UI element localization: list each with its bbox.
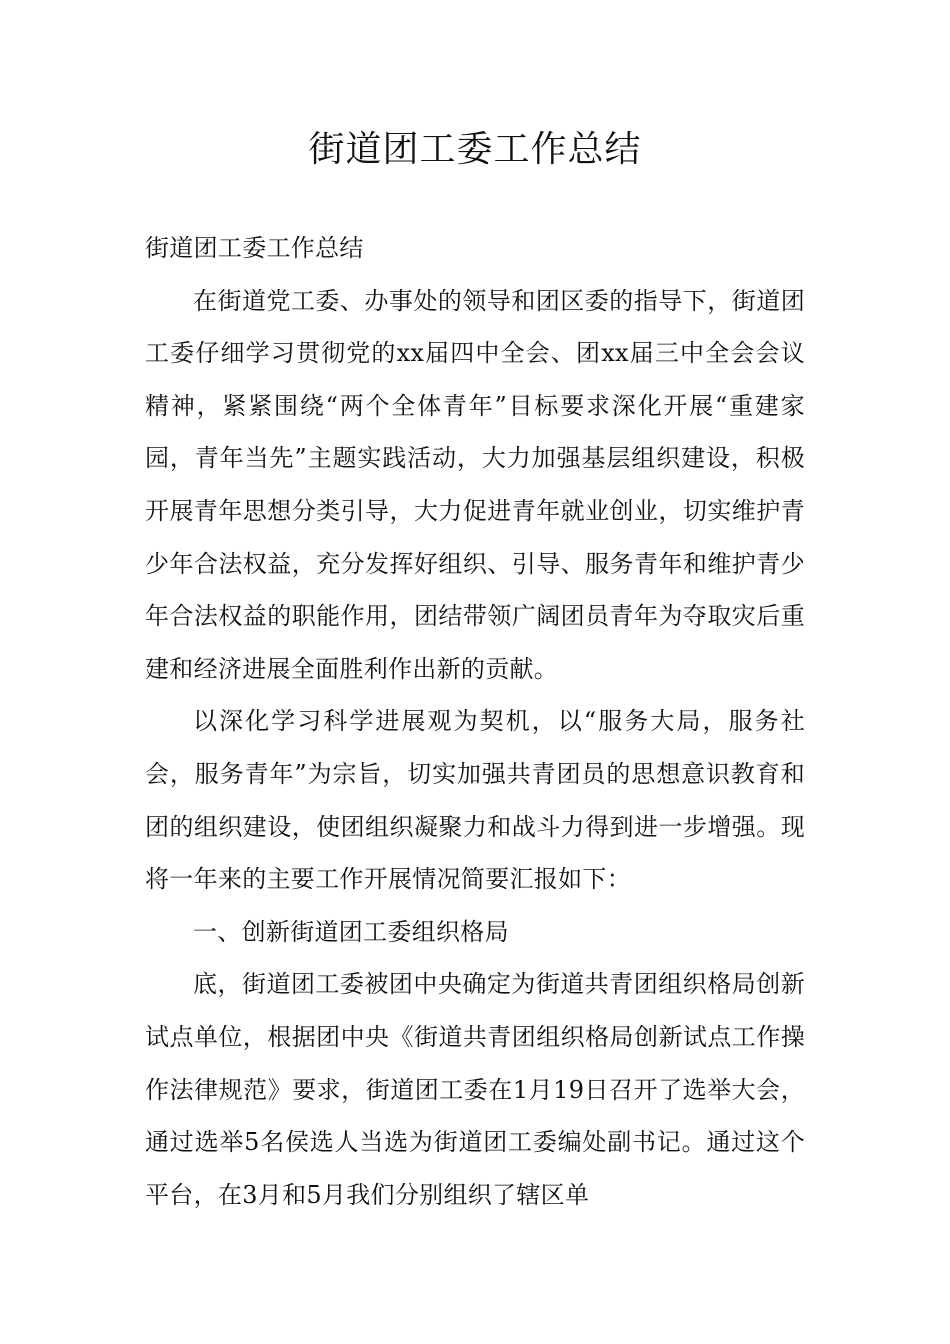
paragraph-3: 底，街道团工委被团中央确定为街道共青团组织格局创新试点单位，根据团中央《街道共青团组织格局创新试点工作操作法律规范》要求，街道团工委在1月19日召开了选举大会，通过选举5名侯选人当选为街道团工委编处副书记。通过这个平台，在3月和5月我们分别组织了辖区单 <box>145 970 805 1209</box>
paragraph-2: 以深化学习科学进展观为契机，以“服务大局，服务社会，服务青年”为宗旨，切实加强共青团员的思想意识教育和团的组织建设，使团组织凝聚力和战斗力得到进一步增强。现将一年来的主要工作开展情况简要汇报如下： <box>145 707 805 894</box>
document-title: 街道团工委工作总结 <box>308 129 642 170</box>
document-subtitle: 街道团工委工作总结 <box>145 234 364 262</box>
section-heading-1: 一、创新街道团工委组织格局 <box>193 917 509 946</box>
document-body <box>145 222 805 1221</box>
paragraph-1: 在街道党工委、办事处的领导和团区委的指导下，街道团工委仔细学习贯彻党的xx届四中全会、团xx届三中全会会议精神，紧紧围绕“两个全体青年”目标要求深化开展“重建家园，青年当先”主题实践活动，大力加强基层组织建设，积极开展青年思想分类引导，大力促进青年就业创业，切实维护青少年合法权益，充分发挥好组织、引导、服务青年和维护青少年合法权益的职能作用，团结带领广阔团员青年为夺取灾后重建和经济进展全面胜利作出新的贡献。 <box>145 286 805 683</box>
